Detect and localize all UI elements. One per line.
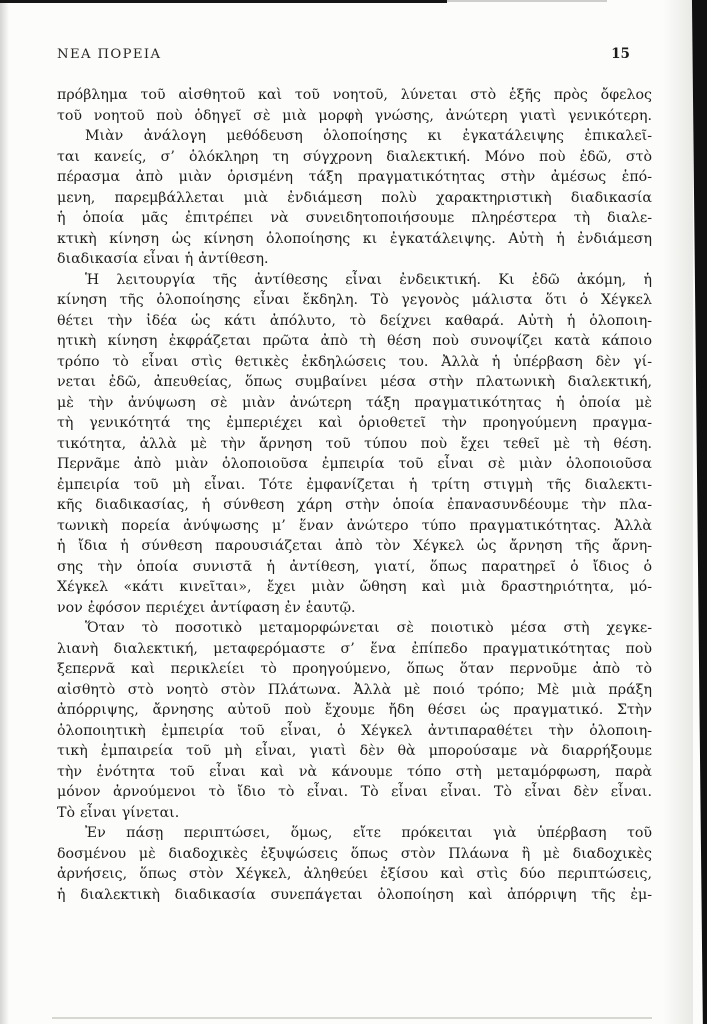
text-line: ἀπόρριψης, ἄρνησης αὐτοῦ ποὺ ἔχουμε ἤδη θέσει ὡς πραγματικό. Στὴν [57, 702, 652, 718]
text-line: Μιὰν ἀνάλογη μεθόδευση ὁλοποίησης κι ἐγκατάλειψης ἐπικαλεῖ- [85, 128, 652, 144]
text-line: μόνον ἀρνούμενοι τὸ ἴδιο τὸ εἶναι. Τὸ εἶναι εἶναι. Τὸ εἶναι δὲν εἶναι. [57, 784, 652, 800]
text-line: Τὸ εἶναι γίνεται. [57, 804, 180, 821]
text-line: Χέγκελ «κάτι κινεῖται», ἔχει μιὰν ὤθηση καὶ μιὰ δραστηριότητα, μό- [57, 579, 652, 595]
text-line: κῆς διαδικασίας, ἡ σύνθεση χάρη στὴν ὁποία ἐπανασυνδέουμε τὴν πλα- [57, 497, 652, 513]
text-line: σης τὴν ὁποία συνιστᾶ ἡ ἀντίθεση, γιατί, ὅπως παρατηρεῖ ὁ ἴδιος ὁ [57, 558, 652, 575]
text-line: Ὅταν τὸ ποσοτικὸ μεταμορφώνεται σὲ ποιοτικὸ μέσα στὴ χεγκε- [85, 620, 652, 636]
running-head [57, 46, 652, 64]
text-line: μὲ τὴν ἀνύψωση σὲ μιὰν ἀνώτερη τάξη πραγματικότητας ἡ ὁποία μὲ [57, 394, 652, 411]
left-edge-shadow [0, 0, 9, 1024]
text-line: νον ἐφόσον περιέχει ἀντίφαση ἐν ἑαυτῷ. [57, 599, 356, 616]
text-line: ἡ διαλεκτικὴ διαδικασία συνεπάγεται ὁλοποίηση καὶ ἀπόρριψη τῆς ἐμ- [57, 886, 652, 903]
text-line: τρόπο τὸ εἶναι στὶς θετικὲς ἐκδηλώσεις του. Ἀλλὰ ἡ ὑπέρβαση δὲν γί- [57, 353, 652, 370]
text-line: τοῦ νοητοῦ ποὺ ὁδηγεῖ σὲ μιὰ μορφὴ γνώσης, ἀνώτερη γιατὶ γενικότερη. [57, 107, 652, 124]
text-line: κίνηση τῆς ὁλοποίησης εἶναι ἔκδηλη. Τὸ γεγονὸς μάλιστα ὅτι ὁ Χέγκελ [57, 292, 652, 308]
page-title: ΝΕΑ ΠΟΡΕΙΑ [57, 47, 162, 62]
text-line: τὴν ἑνότητα τοῦ εἶναι καὶ νὰ κάνουμε τόπο στὴ μεταμόρφωση, παρὰ [57, 763, 652, 780]
text-line: ται κανείς, σ’ ὁλόκληρη τη σύγχρονη διαλεκτική. Μόνο ποὺ ἐδῶ, στὸ [57, 148, 652, 165]
text-line: ἡ ἴδια ἡ σύνθεση παρουσιάζεται ἀπὸ τὸν Χέγκελ ὡς ἄρνηση τῆς ἄρνη- [57, 538, 652, 554]
text-line: νεται ἐδῶ, ἀπευθείας, ὅπως συμβαίνει μέσα στὴν πλατωνικὴ διαλεκτική, [57, 374, 652, 390]
text-line: ὁλοποιητικὴ ἐμπειρία τοῦ εἶναι, ὁ Χέγκελ ἀντιπαραθέτει τὴν ὁλοποιη- [57, 722, 652, 739]
text-line: ἐμπειρία τοῦ μὴ εἶναι. Τότε ἐμφανίζεται ἡ τρίτη στιγμὴ τῆς διαλεκτι- [57, 476, 652, 493]
text-line: Ἡ λειτουργία τῆς ἀντίθεσης εἶναι ἐνδεικτική. Κι ἐδῶ ἀκόμη, ἡ [85, 271, 652, 288]
right-edge-shadow [663, 0, 693, 1024]
text-line: λιανὴ διαλεκτική, μεταφερόμαστε σ’ ἕνα ἐπίπεδο πραγματικότητας ποὺ [57, 640, 652, 657]
text-line: τωνικὴ πορεία ἀνύψωσης μ’ ἕναν ἀνώτερο τύπο πραγματικότητας. Ἀλλὰ [57, 517, 652, 534]
page-number: 15 [611, 46, 630, 62]
text-line: πρόβλημα τοῦ αἰσθητοῦ καὶ τοῦ νοητοῦ, λύνεται στὸ ἑξῆς πρὸς ὄφελος [57, 87, 652, 103]
top-scan-edge-line-faint [447, 0, 607, 2]
text-line: θέτει τὴν ἰδέα ὡς κάτι ἀπόλυτο, τὸ δείχνει καθαρά. Αὐτὴ ἡ ὁλοποιη- [57, 312, 652, 329]
text-line: Ἐν πάσῃ περιπτώσει, ὅμως, εἴτε πρόκειται γιὰ ὑπέρβαση τοῦ [85, 825, 652, 841]
text-line: διαδικασία εἶναι ἡ ἀντίθεση. [57, 251, 269, 267]
text-line: δοσμένου μὲ διαδοχικὲς ἐξυψώσεις ὅπως στὸν Πλάωνα ἢ μὲ διαδοχικὲς [57, 845, 652, 862]
text-line: Περνᾶμε ἀπὸ μιὰν ὁλοποιοῦσα ἐμπειρία τοῦ εἶναι σὲ μιὰν ὁλοποιοῦσα [57, 456, 652, 472]
text-line: ἡ ὁποία μᾶς ἐπιτρέπει νὰ συνειδητοποιήσουμε πληρέστερα τὴ διαλε- [57, 210, 652, 226]
text-line: αἰσθητὸ στὸ νοητὸ στὸν Πλάτωνα. Ἀλλὰ μὲ ποιό τρόπο; Μὲ μιὰ πράξη [57, 681, 652, 698]
text-line: μενη, παρεμβάλλεται μιὰ ἐνδιάμεση πολὺ χαρακτηριστικὴ διαδικασία [57, 189, 652, 206]
text-line: τικότητα, ἀλλὰ μὲ τὴν ἄρνηση τοῦ τύπου ποὺ ἔχει τεθεῖ μὲ τὴ θέση. [57, 435, 652, 452]
right-scan-border [691, 0, 707, 1024]
text-line: τικὴ ἐμπαιρεία τοῦ μὴ εἶναι, γιατὶ δὲν θὰ μπορούσαμε νὰ διαρρήξουμε [57, 743, 652, 759]
text-line: ἀρνήσεις, ὅπως στὸν Χέγκελ, ἀληθεύει ἐξίσου καὶ στὶς δύο περιπτώσεις, [57, 866, 652, 882]
text-line: ξεπερνᾶ καὶ περικλείει τὸ προηγούμενο, ὅπως ὅταν περνοῦμε ἀπὸ τὸ [57, 661, 652, 677]
text-line: κτικὴ κίνηση ὡς κίνηση ὁλοποίησης κι ἐγκατάλειψης. Αὐτὴ ἡ ἐνδιάμεση [57, 230, 652, 247]
top-scan-edge-line [0, 0, 447, 3]
text-line: ητικὴ κίνηση ἐκφράζεται πρῶτα ἀπὸ τὴ θέση ποὺ συνοψίζει κατὰ κάποιο [57, 333, 652, 349]
text-line: πέρασμα ἀπὸ μιὰν ὁρισμένη τάξη πραγματικότητας στὴν ἀμέσως ἑπό- [57, 169, 652, 185]
bottom-scan-edge-line [52, 1017, 652, 1019]
text-block [57, 85, 652, 905]
text-line: τὴ γενικότητά της ἐμπεριέχει καὶ ὁριοθετεῖ τὴν προηγούμενη πραγμα- [57, 415, 652, 431]
